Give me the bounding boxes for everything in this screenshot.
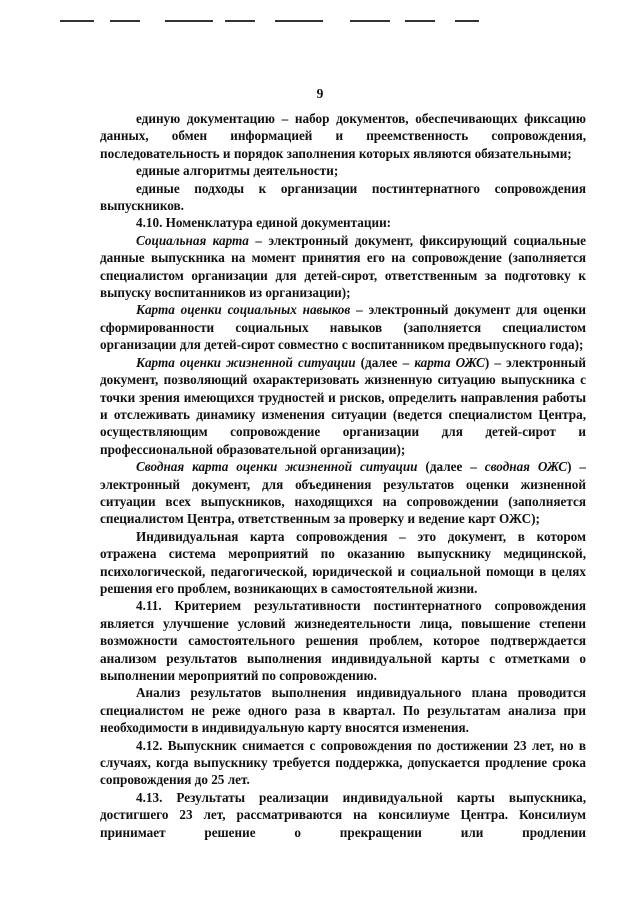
paragraph-p8 <box>100 458 586 528</box>
paragraph-p12 <box>100 737 586 789</box>
term-italic: Карта оценки социальных навыков <box>136 302 351 318</box>
text-run: 4.10. Номенклатура единой документации: <box>136 215 392 231</box>
text-run: (далее – <box>355 354 415 370</box>
text-run: Индивидуальная карта сопровождения – это документ, в котором отражена система мероприятий по оказанию выпускнику медицинской, психологической, педагогической, юридической и социальной помощи в целях решения его проблем, возникающих в самостоятельной жизни. <box>100 528 586 596</box>
page-number: 9 <box>316 86 324 101</box>
paragraph-p7 <box>100 354 586 458</box>
paragraph-p9 <box>100 528 586 598</box>
term-italic: Социальная карта <box>136 232 249 248</box>
term-italic: карта ОЖС <box>414 354 485 370</box>
text-run: единые алгоритмы деятельности; <box>136 163 339 179</box>
paragraph-p3 <box>100 180 586 215</box>
term-italic: Карта оценки жизненной ситуации <box>136 354 356 370</box>
text-run: единую документацию – набор документов, обеспечивающих фиксацию данных, обмен информацией и преемственность сопровождения, последовательность и порядок заполнения которых являются обязательными; <box>100 111 586 161</box>
paragraph-p10 <box>100 597 586 684</box>
text-run: ) – электронный документ, для объединения результатов оценки жизненной ситуации всех выпускников, находящихся на сопровождении (заполняется специалистом Центра, ответственным за проверку и ведение карт ОЖС); <box>100 459 586 527</box>
paragraph-p11 <box>100 684 586 736</box>
text-run: единые подходы к организации постинтернатного сопровождения выпускников. <box>100 180 586 214</box>
paragraph-p1 <box>100 110 586 162</box>
text-run: – электронный документ, фиксирующий социальные данные выпускника на момент принятия его на сопровождение (заполняется специалистом организации для детей-сирот, ответственным за подготовку к выпуску воспитанников из организации); <box>100 232 587 301</box>
scan-header-marks <box>60 20 580 26</box>
term-italic: Сводная карта оценки жизненной ситуации <box>136 459 418 475</box>
text-run: (далее – <box>417 459 485 475</box>
paragraph-p5 <box>100 232 586 302</box>
term-italic: сводная ОЖС <box>484 459 568 475</box>
text-run: 4.12. Выпускник снимается с сопровождения по достижении 23 лет, но в случаях, когда выпускнику требуется поддержка, допускается продление срока сопровождения до 25 лет. <box>100 737 586 788</box>
text-run: Анализ результатов выполнения индивидуального плана проводится специалистом не реже одного раза в квартал. По результатам анализа при необходимости в индивидуальную карту вносятся изменения. <box>100 685 586 736</box>
paragraph-p6 <box>100 301 586 353</box>
text-run: 4.11. Критерием результативности постинтернатного сопровождения является улучшение условий жизнедеятельности лица, повышение степени возможности самостоятельного решения проблем, которое подтверждается анализом результатов выполнения индивидуальной карты с отметками о выполнении мероприятий по сопровождению. <box>100 598 586 683</box>
document-body <box>100 110 586 841</box>
paragraph-p4 <box>100 214 586 231</box>
paragraph-p2 <box>100 162 586 179</box>
text-run: ) – электронный документ, позволяющий охарактеризовать жизненную ситуацию выпускника с точки зрения имеющихся трудностей и рисков, определить направления работы и отслеживать динамику изменения ситуации (ведется специалистом Центра, осуществляющим сопровождение организации для детей-сирот и профессиональной образовательной организации); <box>100 354 586 457</box>
text-run: – электронный документ для оценки сформированности социальных навыков (заполняется специалистом организации для детей-сирот совместно с воспитанником предвыпускного года); <box>100 302 586 353</box>
text-run: 4.13. Результаты реализации индивидуальной карты выпускника, достигшего 23 лет, рассматриваются на консилиуме Центра. Консилиум принимает решение о прекращении или продлении <box>100 789 586 840</box>
paragraph-p13 <box>100 789 586 841</box>
